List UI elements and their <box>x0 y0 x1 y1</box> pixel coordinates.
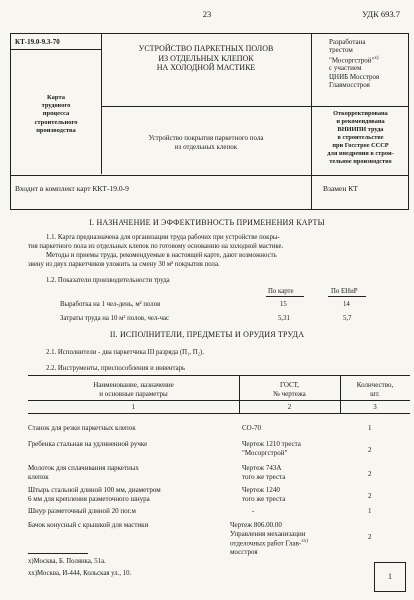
page-box-number: 1 <box>374 562 406 592</box>
card-code: КТ-19.0-9.3-70 <box>15 38 60 46</box>
th-name: Наименование, назначение и основные параметры <box>93 381 174 398</box>
th-qty: Количество, шт. <box>356 381 394 398</box>
table-row-name: Шнур разметочный длиной 20 пог.м <box>28 507 136 515</box>
table-row-name: Штырь стальной длиной 100 мм, диаметром 6 мм для крепления разметочного шнура <box>28 486 161 503</box>
metric-labor-label: Затраты труда на 10 м² полов, чел-час <box>60 315 170 322</box>
table-row-gost: Чертеж 1240 того же треста <box>242 486 286 503</box>
th-gost: ГОСТ, № чертежа <box>273 381 306 398</box>
table-row-gost: Чертеж 806.00.00 Управления механизации отделочных работ Глав-$^{xx)}$ мосстроя <box>230 521 308 556</box>
table-row-qty: 1 <box>368 507 372 515</box>
th-num-1: 1 <box>131 403 136 411</box>
metric-labor-enir: 5,7 <box>343 315 352 322</box>
metric-labor-card: 5,31 <box>278 315 290 322</box>
table-row-name: Станок для резки паркетных клепок <box>28 424 136 432</box>
table-row-name: Молоток для сплачивания паркетных клепок <box>28 464 139 481</box>
card-title: УСТРОЙСТВО ПАРКЕТНЫХ ПОЛОВ ИЗ ОТДЕЛЬНЫХ КЛЕПОК НА ХОЛОДНОЙ МАСТИКЕ <box>138 44 274 72</box>
metric-output-label: Выработка на 1 чел-день, м² полов <box>60 301 161 308</box>
para-1-1-line3: Методы и приемы труда, рекомендуемые в настоящей карте, дают возможность <box>46 252 277 259</box>
para-1-2: 1.2. Показатели производительности труда <box>46 277 170 284</box>
metric-output-enir: 14 <box>343 301 350 308</box>
table-row-gost: СО-70 <box>242 424 262 432</box>
footnote-1: x)Москва, Б. Полянка, 51а. <box>28 558 106 565</box>
section-2-title: II. ИСПОЛНИТЕЛИ, ПРЕДМЕТЫ И ОРУДИЯ ТРУДА <box>109 330 305 339</box>
udk-code: УДК 693.7 <box>362 9 400 19</box>
para-1-1-line4: звену из двух паркетчиков уложить за смену 30 м² покрытия пола. <box>28 261 220 268</box>
th-num-2: 2 <box>287 403 292 411</box>
para-1-1-line2: тия паркетного пола из отдельных клепок по готовому основанию на холодной мастике. <box>28 243 284 250</box>
section-1-title: I. НАЗНАЧЕНИЕ И ЭФФЕКТИВНОСТЬ ПРИМЕНЕНИЯ КАРТЫ <box>89 218 325 227</box>
metric-output-card: 15 <box>280 301 287 308</box>
developer-note: Разработана трестом "Мосоргстрой"$^{x)}$ с участием ЦНИБ Мосстроя Главмосстроя <box>329 38 380 89</box>
approval-note: Откорректирована и рекомендована ВНИИПИ труда в строительстве при Госстрое СССР для внедрения в строи- тельное производство <box>327 110 394 165</box>
col-by-enir: По ЕНиР <box>331 288 358 295</box>
table-row-qty: 2 <box>368 470 372 478</box>
table-row-qty: 2 <box>368 533 372 541</box>
para-1-1-line1: 1.1. Карта предназначена для организации труда рабочих при устройстве покры- <box>46 234 280 241</box>
footnote-2: xx)Москва, И-444, Кольская ул., 10. <box>28 570 132 577</box>
page-number: 23 <box>202 9 212 19</box>
th-num-3: 3 <box>373 403 377 411</box>
table-row-name: Гребенка стальная на удлиненной ручке <box>28 440 148 448</box>
table-row-qty: 2 <box>368 446 372 454</box>
table-row-gost: Чертеж 1210 треста "Мосоргстрой" <box>242 440 301 457</box>
kit-reference: Входит в комплект карт ККТ-19.0-9 <box>15 184 129 193</box>
process-name: Устройство покрытия паркетного пола из отдельных клепок <box>148 134 264 151</box>
para-2-1: 2.1. Исполнители - два паркетчика III разряда (П₁, П₂). <box>46 349 205 356</box>
table-row-qty: 2 <box>368 492 372 500</box>
replaces-reference: Взамен КТ <box>323 184 358 193</box>
card-type-label: Карта трудового процесса строительного производства <box>34 94 78 134</box>
table-row-qty: 1 <box>368 424 372 432</box>
table-row-gost: - <box>252 507 255 515</box>
card-header-table <box>10 33 409 210</box>
para-2-2: 2.2. Инструменты, приспособления и инвентарь <box>46 365 186 372</box>
table-row-gost: Чертеж 743А того же треста <box>242 464 286 481</box>
col-by-card: По карте <box>268 288 294 295</box>
table-row-name: Бачок конусный с крышкой для мастики <box>28 521 149 529</box>
